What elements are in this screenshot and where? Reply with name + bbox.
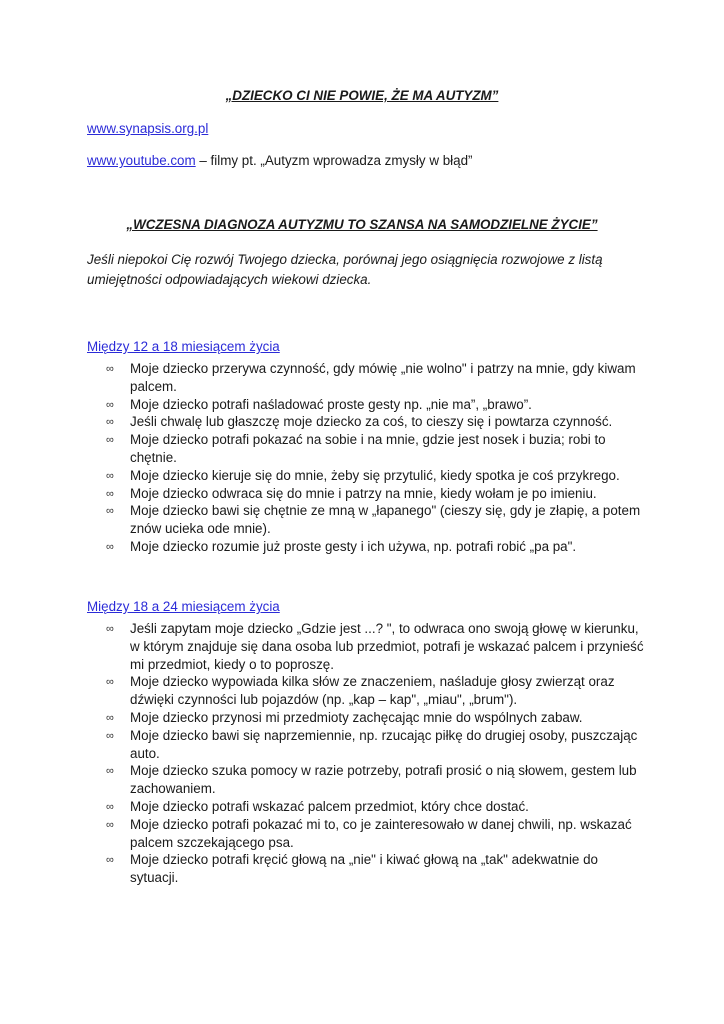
list-item xyxy=(87,727,647,763)
list-item-text: Moje dziecko kieruje się do mnie, żeby się przytulić, kiedy spotka je coś przykrego. xyxy=(130,467,620,483)
infinity-bullet-icon: ∞ xyxy=(106,469,114,482)
list-item-text: Moje dziecko bawi się chętnie ze mną w „łapanego" (cieszy się, gdy je złapię, a potem znów ucieka ode mnie). xyxy=(130,503,641,537)
list-item-text: Moje dziecko odwraca się do mnie i patrzy na mnie, kiedy wołam je po imieniu. xyxy=(130,485,597,501)
section-title-18-24[interactable]: Między 18 a 24 miesiącem życia xyxy=(87,599,280,614)
list-item xyxy=(87,798,647,816)
list-item-text: Moje dziecko przynosi mi przedmioty zachęcając mnie do wspólnych zabaw. xyxy=(130,709,583,725)
youtube-link[interactable]: www.youtube.com xyxy=(87,153,196,168)
list-item-text: Moje dziecko potrafi pokazać mi to, co je zainteresowało w danej chwili, np. wskazać palcem szczekającego psa. xyxy=(130,816,632,850)
infinity-bullet-icon: ∞ xyxy=(106,623,114,635)
infinity-bullet-icon: ∞ xyxy=(106,800,114,813)
list-item xyxy=(87,851,647,887)
list-item xyxy=(87,431,647,467)
milestone-list-18-24 xyxy=(87,620,647,887)
infinity-bullet-icon: ∞ xyxy=(106,676,114,689)
list-item xyxy=(87,709,647,727)
milestone-list-12-18 xyxy=(87,360,647,556)
infinity-bullet-icon: ∞ xyxy=(106,363,114,375)
list-item xyxy=(87,762,647,798)
link-line-1 xyxy=(87,120,208,138)
list-item-text: Moje dziecko potrafi pokazać na sobie i na mnie, gdzie jest nosek i buzia; robi to chętnie. xyxy=(130,432,606,465)
infinity-bullet-icon: ∞ xyxy=(106,711,114,724)
youtube-link-description: – filmy pt. „Autyzm wprowadza zmysły w błąd” xyxy=(195,153,473,168)
list-item xyxy=(87,485,647,503)
list-item-text: Jeśli zapytam moje dziecko „Gdzie jest ...? ", to odwraca ono swoją głowę w kierunku, w którym znajduje się dana osoba lub przedmiot, potrafi je wskazać palcem i przynieść mi przedmiot, kiedy o to poproszę. xyxy=(130,621,644,672)
section-title-12-18[interactable]: Między 12 a 18 miesiącem życia xyxy=(87,339,280,354)
list-item-text: Moje dziecko rozumie już proste gesty i ich używa, np. potrafi robić „pa pa". xyxy=(130,538,577,554)
infinity-bullet-icon: ∞ xyxy=(106,505,114,518)
infinity-bullet-icon: ∞ xyxy=(106,765,114,778)
infinity-bullet-icon: ∞ xyxy=(106,729,114,742)
list-item-text: Moje dziecko potrafi kręcić głową na „nie" i kiwać głową na „tak" adekwatnie do sytuacji. xyxy=(130,852,598,886)
infinity-bullet-icon: ∞ xyxy=(106,487,114,500)
infinity-bullet-icon: ∞ xyxy=(106,854,114,867)
age-section-12-18 xyxy=(87,338,647,556)
list-item xyxy=(87,502,647,538)
list-item-text: Moje dziecko potrafi naśladować proste gesty np. „nie ma”, „brawo”. xyxy=(130,396,532,412)
age-section-18-24 xyxy=(87,598,647,887)
intro-paragraph: Jeśli niepokoi Cię rozwój Twojego dziecka, porównaj jego osiągnięcia rozwojowe z listą umiejętności odpowiadających wiekowi dziecka. xyxy=(87,252,603,287)
list-item xyxy=(87,538,647,556)
list-item-text: Moje dziecko szuka pomocy w razie potrzeby, potrafi prosić o nią słowem, gestem lub zachowaniem. xyxy=(130,763,637,797)
synapsis-link[interactable]: www.synapsis.org.pl xyxy=(87,121,209,136)
list-item-text: Moje dziecko bawi się naprzemiennie, np. rzucając piłkę do drugiej osoby, puszczając auto. xyxy=(130,727,638,761)
document-title: „DZIECKO CI NIE POWIE, ŻE MA AUTYZM” xyxy=(225,88,499,103)
list-item xyxy=(87,816,647,852)
infinity-bullet-icon: ∞ xyxy=(106,540,114,553)
list-item xyxy=(87,467,647,485)
infinity-bullet-icon: ∞ xyxy=(106,818,114,831)
infinity-bullet-icon: ∞ xyxy=(106,434,114,447)
section-heading-diagnosis: „WCZESNA DIAGNOZA AUTYZMU TO SZANSA NA SAMODZIELNE ŻYCIE” xyxy=(126,217,598,232)
list-item xyxy=(87,413,647,431)
infinity-bullet-icon: ∞ xyxy=(106,416,114,429)
link-line-2 xyxy=(87,152,472,170)
list-item xyxy=(87,620,647,673)
list-item-text: Moje dziecko wypowiada kilka słów ze znaczeniem, naśladuje głosy zwierząt oraz dźwięki czynności lub pojazdów (np. „kap – kap", „miau", „brum"). xyxy=(130,674,615,708)
list-item xyxy=(87,360,647,396)
list-item-text: Moje dziecko potrafi wskazać palcem przedmiot, który chce dostać. xyxy=(130,798,529,814)
infinity-bullet-icon: ∞ xyxy=(106,398,114,411)
list-item xyxy=(87,396,647,414)
list-item-text: Moje dziecko przerywa czynność, gdy mówię „nie wolno" i patrzy na mnie, gdy kiwam palcem. xyxy=(130,361,636,394)
list-item-text: Jeśli chwalę lub głaszczę moje dziecko za coś, to cieszy się i powtarza czynność. xyxy=(130,414,613,430)
list-item xyxy=(87,673,647,709)
